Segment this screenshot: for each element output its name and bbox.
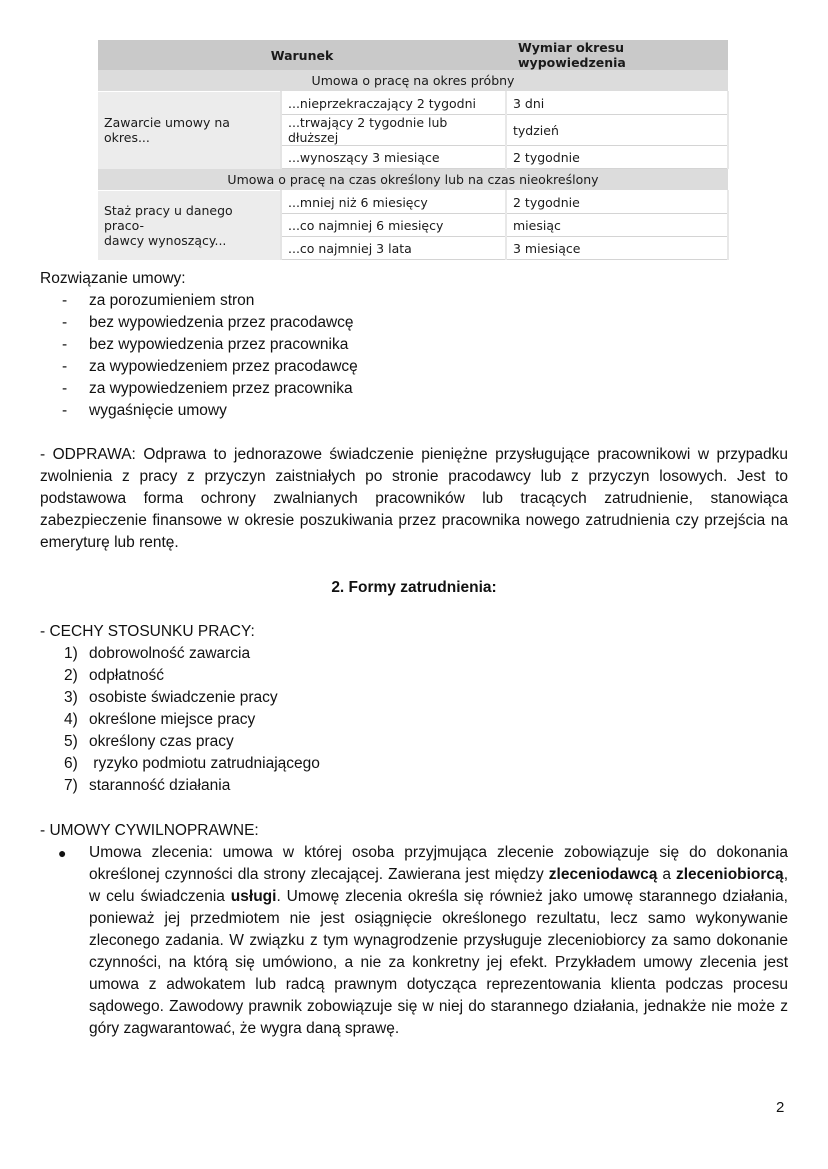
table-header-term: Wymiar okresu wypowiedzenia bbox=[506, 40, 728, 70]
dash-marker: - bbox=[62, 402, 68, 419]
list-item bbox=[40, 665, 788, 687]
list-item bbox=[40, 775, 788, 797]
features-list bbox=[40, 643, 788, 797]
table-cell-detail: ...mniej niż 6 miesięcy bbox=[281, 191, 506, 214]
table-section-row bbox=[98, 169, 728, 191]
severance-text: - ODPRAWA: Odprawa to jednorazowe świadczenie pieniężne przysługujące pracownikowi w przypadku zwolnienia z pracy z przyczyn zaistniałych po stronie pracodawcy lub z przyczyn losowych. Jest to podstawowa forma ochrony zwalnianych pracowników lub tracących zatrudnienie, stanowiąca zabezpieczenie finansowe w okresie poszukiwania przez pracownika nowego zatrudnienia czy przejścia na emeryturę lub rentę. bbox=[40, 446, 788, 551]
list-number: 4) bbox=[64, 711, 78, 728]
paragraph-text: . Umowę zlecenia określa się również jako umowę starannego działania, ponieważ jej przedmiotem nie jest osiągnięcie określonego rezultatu, lecz samo wykonywanie zleconego zadania. W związku z tym wynagrodzenie przysługuje zleceniobiorcy za samo dokonanie czynności, na którą się umówiono, a nie za konkretny jej efekt. Przykładem umowy zlecenia jest umowa z adwokatem lub radcą prawnym dotycząca reprezentowania klienta podczas procesu sądowego. Zawodowy prawnik zobowiązuje się w niej do starannego działania, jednakże nie może z góry zagwarantować, że wygra daną sprawę. bbox=[89, 888, 788, 1037]
list-item bbox=[40, 312, 788, 334]
table-cell-detail: ...trwający 2 tygodnie lub dłuższej bbox=[281, 115, 506, 146]
table-section-row bbox=[98, 70, 728, 92]
list-item bbox=[40, 753, 788, 775]
list-item-text: osobiste świadczenie pracy bbox=[89, 689, 278, 706]
bold-term: zleceniobiorcą bbox=[676, 866, 784, 883]
termination-section bbox=[40, 268, 788, 422]
list-item bbox=[40, 400, 788, 422]
termination-list bbox=[40, 290, 788, 422]
table-header-row bbox=[98, 40, 728, 70]
civil-heading: - UMOWY CYWILNOPRAWNE: bbox=[40, 822, 259, 839]
table-cell-term: tydzień bbox=[506, 115, 728, 146]
list-item-text: określone miejsce pracy bbox=[89, 711, 256, 728]
table-section-title: Umowa o pracę na czas określony lub na czas nieokreślony bbox=[98, 169, 728, 191]
dash-marker: - bbox=[62, 314, 68, 331]
list-number: 1) bbox=[64, 645, 78, 662]
list-item-text: staranność działania bbox=[89, 777, 231, 794]
paragraph-text: a bbox=[657, 866, 676, 883]
list-item bbox=[40, 687, 788, 709]
notice-period-table bbox=[98, 40, 729, 260]
table-cell-detail: ...nieprzekraczający 2 tygodni bbox=[281, 92, 506, 115]
list-item bbox=[40, 356, 788, 378]
severance-paragraph bbox=[40, 444, 788, 554]
table-row bbox=[98, 92, 728, 115]
list-number: 5) bbox=[64, 733, 78, 750]
table-cell-term: 3 dni bbox=[506, 92, 728, 115]
list-item-text: bez wypowiedzenia przez pracownika bbox=[89, 336, 349, 353]
table-cell-detail: ...co najmniej 3 lata bbox=[281, 237, 506, 260]
list-item bbox=[40, 378, 788, 400]
dash-marker: - bbox=[62, 336, 68, 353]
table-row-label-line: Staż pracy u danego praco- bbox=[104, 202, 233, 233]
table-cell-detail: ...co najmniej 6 miesięcy bbox=[281, 214, 506, 237]
table-row-label-line: dawcy wynoszący... bbox=[104, 232, 227, 248]
list-item-text: odpłatność bbox=[89, 667, 164, 684]
termination-heading: Rozwiązanie umowy: bbox=[40, 270, 186, 287]
table-row-label bbox=[98, 191, 281, 260]
list-number: 3) bbox=[64, 689, 78, 706]
list-number: 2) bbox=[64, 667, 78, 684]
list-item-text: za porozumieniem stron bbox=[89, 292, 255, 309]
dash-marker: - bbox=[62, 358, 68, 375]
list-item bbox=[40, 643, 788, 665]
list-item bbox=[40, 731, 788, 753]
list-item bbox=[40, 709, 788, 731]
bold-term: usługi bbox=[230, 888, 277, 905]
table-row-label: Zawarcie umowy na okres... bbox=[98, 92, 281, 169]
list-item-text: dobrowolność zawarcia bbox=[89, 645, 251, 662]
bullet-marker: ● bbox=[58, 845, 67, 861]
page-number: 2 bbox=[776, 1099, 785, 1116]
dash-marker: - bbox=[62, 292, 68, 309]
table-cell-term: miesiąc bbox=[506, 214, 728, 237]
list-item-text: bez wypowiedzenia przez pracodawcę bbox=[89, 314, 354, 331]
list-item bbox=[40, 334, 788, 356]
section-title: 2. Formy zatrudnienia: bbox=[331, 579, 497, 596]
features-heading: - CECHY STOSUNKU PRACY: bbox=[40, 623, 255, 640]
list-item-text: określony czas pracy bbox=[89, 733, 234, 750]
paragraph-text: , w celu świadczenia bbox=[89, 866, 788, 905]
list-number: 7) bbox=[64, 777, 78, 794]
list-item-text: wygaśnięcie umowy bbox=[89, 402, 227, 419]
civil-contracts-section bbox=[40, 820, 788, 1040]
dash-marker: - bbox=[62, 380, 68, 397]
list-item-text: za wypowiedzeniem przez pracodawcę bbox=[89, 358, 358, 375]
table-row bbox=[98, 191, 728, 214]
table-cell-term: 2 tygodnie bbox=[506, 191, 728, 214]
table-cell-term: 3 miesiące bbox=[506, 237, 728, 260]
table-cell-term: 2 tygodnie bbox=[506, 146, 728, 169]
table-section-title: Umowa o pracę na okres próbny bbox=[98, 70, 728, 92]
bullet-item bbox=[40, 842, 788, 1040]
table-header-condition: Warunek bbox=[98, 40, 506, 70]
list-item bbox=[40, 290, 788, 312]
list-number: 6) bbox=[64, 755, 78, 772]
list-item-text: ryzyko podmiotu zatrudniającego bbox=[89, 755, 320, 772]
list-item-text: za wypowiedzeniem przez pracownika bbox=[89, 380, 353, 397]
paragraph-text: Umowa zlecenia: umowa w której osoba przyjmująca zlecenie zobowiązuje się do dokonania określonej czynności dla strony zlecającej. Zawierana jest między bbox=[89, 844, 788, 883]
table-cell-detail: ...wynoszący 3 miesiące bbox=[281, 146, 506, 169]
features-section bbox=[40, 621, 788, 797]
bold-term: zleceniodawcą bbox=[548, 866, 658, 883]
